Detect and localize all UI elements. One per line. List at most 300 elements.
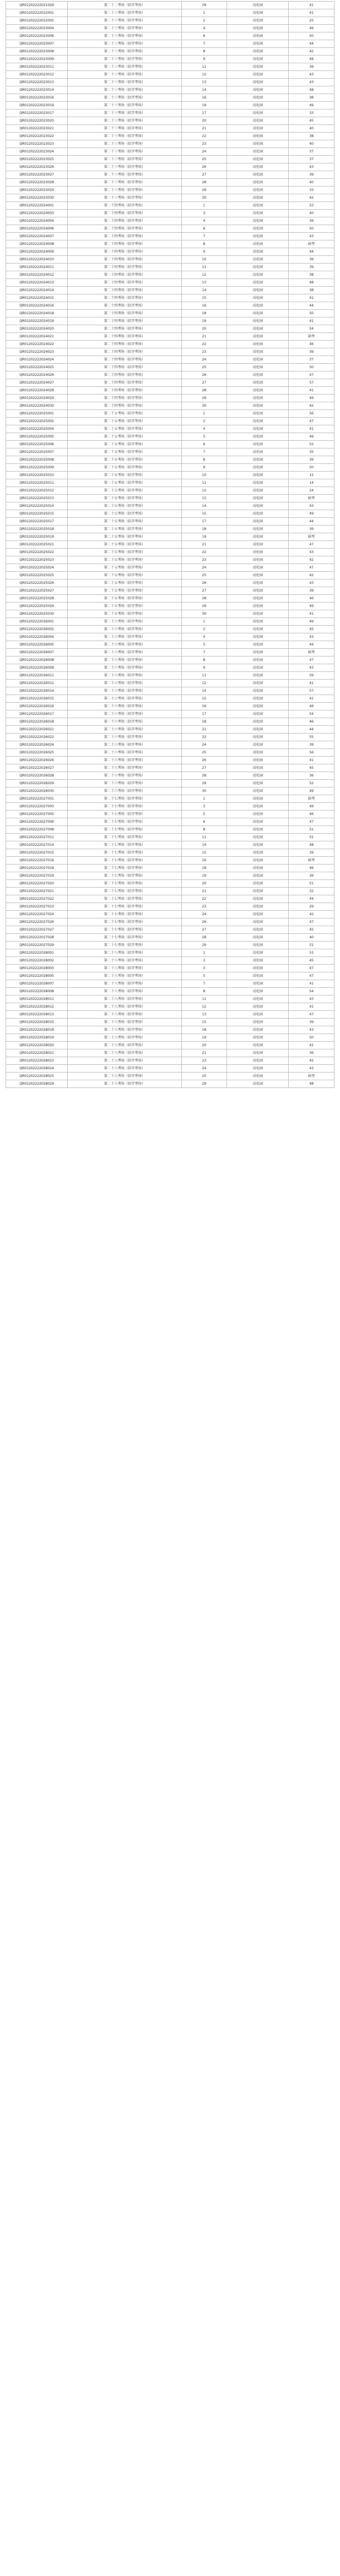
ticket-id-cell: QR01202222023030 xyxy=(6,194,68,202)
ticket-id-cell: QR01202222024008 xyxy=(6,240,68,248)
place-cell: 动化园 xyxy=(227,48,289,56)
table-row xyxy=(6,1057,334,1065)
number-cell: 6 xyxy=(181,441,227,449)
number-cell: 27 xyxy=(181,587,227,595)
seat-cell: 47 xyxy=(289,657,334,664)
unit-cell: 第二十三考场（招字考场） xyxy=(68,56,182,63)
table-row xyxy=(6,1019,334,1026)
unit-cell: 第二十七考场（招字考场） xyxy=(68,857,182,865)
table-row xyxy=(6,210,334,217)
seat-cell: 缺考 xyxy=(289,240,334,248)
ticket-id-cell: QR01202222027024 xyxy=(6,911,68,918)
unit-cell: 第二十五考场（招字考场） xyxy=(68,533,182,541)
table-row xyxy=(6,849,334,857)
table-row xyxy=(6,533,334,541)
number-cell: 7 xyxy=(181,649,227,657)
unit-cell: 第二十七考场（招字考场） xyxy=(68,903,182,911)
seat-cell: 49 xyxy=(289,433,334,441)
table-row xyxy=(6,664,334,672)
unit-cell: 第二十六考场（招字考场） xyxy=(68,757,182,764)
table-row xyxy=(6,117,334,125)
unit-cell: 第二十五考场（招字考场） xyxy=(68,526,182,533)
number-cell: 14 xyxy=(181,502,227,510)
number-cell: 30 xyxy=(181,610,227,618)
table-row xyxy=(6,710,334,718)
number-cell: 29 xyxy=(181,395,227,402)
number-cell: 26 xyxy=(181,757,227,764)
ticket-id-cell: QR01202222025004 xyxy=(6,425,68,433)
number-cell: 5 xyxy=(181,811,227,818)
seat-cell: 40 xyxy=(289,210,334,217)
seat-cell: 41 xyxy=(289,680,334,687)
ticket-id-cell: QR01202222028020 xyxy=(6,1042,68,1049)
unit-cell: 第二十七考场（招字考场） xyxy=(68,795,182,803)
unit-cell: 第二十三考场（招字考场） xyxy=(68,71,182,79)
number-cell: 4 xyxy=(181,633,227,641)
place-cell: 动化园 xyxy=(227,888,289,895)
ticket-id-cell: QR01202222028023 xyxy=(6,1057,68,1065)
table-row xyxy=(6,502,334,510)
unit-cell: 第二十三考场（招字考场） xyxy=(68,194,182,202)
number-cell: 27 xyxy=(181,764,227,772)
unit-cell: 第二十七考场（招字考场） xyxy=(68,895,182,903)
place-cell: 动化园 xyxy=(227,633,289,641)
place-cell: 动化园 xyxy=(227,734,289,741)
seat-cell: 48 xyxy=(289,279,334,287)
unit-cell: 第二十三考场（招字考场） xyxy=(68,110,182,117)
table-row xyxy=(6,865,334,872)
ticket-id-cell: QR01202222027001 xyxy=(6,795,68,803)
table-row xyxy=(6,364,334,371)
table-row xyxy=(6,1011,334,1019)
unit-cell: 第二十八考场（招字考场） xyxy=(68,1026,182,1034)
number-cell: 9 xyxy=(181,56,227,63)
unit-cell: 第二十四考场（招字考场） xyxy=(68,287,182,294)
table-row xyxy=(6,125,334,133)
place-cell: 动化园 xyxy=(227,849,289,857)
number-cell: 16 xyxy=(181,302,227,310)
ticket-id-cell: QR01202222025026 xyxy=(6,579,68,587)
seat-cell: 50 xyxy=(289,464,334,472)
place-cell: 动化园 xyxy=(227,687,289,695)
ticket-id-cell: QR01202222028002 xyxy=(6,957,68,965)
place-cell: 动化园 xyxy=(227,264,289,271)
table-row xyxy=(6,749,334,757)
table-row xyxy=(6,287,334,294)
place-cell: 动化园 xyxy=(227,664,289,672)
unit-cell: 第二十五考场（招字考场） xyxy=(68,572,182,579)
number-cell: 12 xyxy=(181,1003,227,1011)
unit-cell: 第二十四考场（招字考场） xyxy=(68,395,182,402)
seat-cell: 47 xyxy=(289,965,334,972)
number-cell: 19 xyxy=(181,102,227,110)
place-cell: 动化园 xyxy=(227,341,289,348)
ticket-id-cell: QR01202222023019 xyxy=(6,102,68,110)
place-cell: 动化园 xyxy=(227,1011,289,1019)
number-cell: 13 xyxy=(181,79,227,86)
ticket-id-cell: QR01202222023028 xyxy=(6,179,68,187)
unit-cell: 第二十三考场（招字考场） xyxy=(68,163,182,171)
seat-cell: 41 xyxy=(289,610,334,618)
unit-cell: 第二十八考场（招字考场） xyxy=(68,1057,182,1065)
unit-cell: 第二十三考场（招字考场） xyxy=(68,40,182,48)
seat-cell: 36 xyxy=(289,772,334,780)
number-cell: 16 xyxy=(181,857,227,865)
number-cell: 13 xyxy=(181,495,227,502)
unit-cell: 第二十五考场（招字考场） xyxy=(68,579,182,587)
place-cell: 动化园 xyxy=(227,40,289,48)
seat-cell: 45 xyxy=(289,957,334,965)
number-cell: 25 xyxy=(181,364,227,371)
table-row xyxy=(6,156,334,163)
place-cell: 动化园 xyxy=(227,348,289,356)
place-cell: 动化园 xyxy=(227,1057,289,1065)
exam-roster-sheet xyxy=(0,0,340,1090)
seat-cell: 39 xyxy=(289,256,334,264)
unit-cell: 第二十五考场（招字考场） xyxy=(68,495,182,502)
unit-cell: 第二十三考场（招字考场） xyxy=(68,156,182,163)
number-cell: 17 xyxy=(181,518,227,526)
number-cell: 13 xyxy=(181,1011,227,1019)
seat-cell: 50 xyxy=(289,364,334,371)
ticket-id-cell: QR01202222027029 xyxy=(6,942,68,949)
number-cell: 9 xyxy=(181,664,227,672)
table-row xyxy=(6,880,334,888)
unit-cell: 第二十七考场（招字考场） xyxy=(68,926,182,934)
table-row xyxy=(6,803,334,811)
seat-cell: 47 xyxy=(289,564,334,572)
seat-cell: 42 xyxy=(289,194,334,202)
number-cell: 28 xyxy=(181,772,227,780)
place-cell: 动化园 xyxy=(227,333,289,341)
place-cell: 动化园 xyxy=(227,433,289,441)
seat-cell: 46 xyxy=(289,595,334,603)
seat-cell: 42 xyxy=(289,48,334,56)
unit-cell: 第二十四考场（招字考场） xyxy=(68,279,182,287)
unit-cell: 第二十五考场（招字考场） xyxy=(68,549,182,556)
unit-cell: 第二十三考场（招字考场） xyxy=(68,140,182,148)
table-body xyxy=(6,2,334,1088)
ticket-id-cell: QR01202222026015 xyxy=(6,695,68,703)
place-cell: 动化园 xyxy=(227,726,289,734)
table-row xyxy=(6,179,334,187)
unit-cell: 第二十六考场（招字考场） xyxy=(68,749,182,757)
ticket-id-cell: QR01202222024006 xyxy=(6,225,68,233)
number-cell: 19 xyxy=(181,318,227,325)
number-cell: 23 xyxy=(181,903,227,911)
table-row xyxy=(6,834,334,841)
unit-cell: 第二十八考场（招字考场） xyxy=(68,957,182,965)
place-cell: 动化园 xyxy=(227,379,289,387)
unit-cell: 第二十三考场（招字考场） xyxy=(68,102,182,110)
place-cell: 动化园 xyxy=(227,549,289,556)
ticket-id-cell: QR01202222025010 xyxy=(6,472,68,479)
place-cell: 动化园 xyxy=(227,703,289,710)
ticket-id-cell: QR01202222023017 xyxy=(6,110,68,117)
number-cell: 5 xyxy=(181,641,227,649)
place-cell: 动化园 xyxy=(227,318,289,325)
seat-cell: 50 xyxy=(289,1034,334,1042)
place-cell: 动化园 xyxy=(227,841,289,849)
place-cell: 动化园 xyxy=(227,279,289,287)
number-cell: 6 xyxy=(181,818,227,826)
table-row xyxy=(6,703,334,710)
number-cell: 24 xyxy=(181,148,227,156)
number-cell: 10 xyxy=(181,472,227,479)
number-cell: 18 xyxy=(181,526,227,533)
unit-cell: 第二十四考场（招字考场） xyxy=(68,333,182,341)
table-row xyxy=(6,641,334,649)
number-cell: 5 xyxy=(181,433,227,441)
ticket-id-cell: QR01202222023004 xyxy=(6,25,68,32)
unit-cell: 第二十五考场（招字考场） xyxy=(68,564,182,572)
table-row xyxy=(6,202,334,210)
place-cell: 动化园 xyxy=(227,657,289,664)
ticket-id-cell: QR01202222024026 xyxy=(6,371,68,379)
unit-cell: 第二十四考场（招字考场） xyxy=(68,210,182,217)
place-cell: 动化园 xyxy=(227,140,289,148)
ticket-id-cell: QR01202222025015 xyxy=(6,510,68,518)
unit-cell: 第二十七考场（招字考场） xyxy=(68,811,182,818)
table-row xyxy=(6,772,334,780)
ticket-id-cell: QR01202222026030 xyxy=(6,787,68,795)
ticket-id-cell: QR01202222025005 xyxy=(6,433,68,441)
number-cell: 4 xyxy=(181,425,227,433)
table-row xyxy=(6,25,334,32)
place-cell: 动化园 xyxy=(227,1042,289,1049)
seat-cell: 44 xyxy=(289,895,334,903)
ticket-id-cell: QR01202222026016 xyxy=(6,703,68,710)
number-cell: 5 xyxy=(181,972,227,980)
place-cell: 动化园 xyxy=(227,942,289,949)
table-row xyxy=(6,2,334,9)
ticket-id-cell: QR01202222026027 xyxy=(6,764,68,772)
place-cell: 动化园 xyxy=(227,302,289,310)
ticket-id-cell: QR01202222024013 xyxy=(6,279,68,287)
unit-cell: 第二十五考场（招字考场） xyxy=(68,433,182,441)
unit-cell: 第二十三考场（招字考场） xyxy=(68,187,182,194)
ticket-id-cell: QR01202222026018 xyxy=(6,718,68,726)
seat-cell: 46 xyxy=(289,865,334,872)
number-cell: 3 xyxy=(181,965,227,972)
ticket-id-cell: QR01202222025029 xyxy=(6,603,68,610)
unit-cell: 第二十八考场（招字考场） xyxy=(68,949,182,957)
number-cell: 27 xyxy=(181,926,227,934)
table-row xyxy=(6,957,334,965)
unit-cell: 第二十三考场（招字考场） xyxy=(68,63,182,71)
unit-cell: 第二十七考场（招字考场） xyxy=(68,803,182,811)
table-row xyxy=(6,626,334,633)
place-cell: 动化园 xyxy=(227,472,289,479)
table-row xyxy=(6,780,334,787)
place-cell: 动化园 xyxy=(227,564,289,572)
ticket-id-cell: QR01202222024007 xyxy=(6,233,68,240)
number-cell: 8 xyxy=(181,48,227,56)
place-cell: 动化园 xyxy=(227,371,289,379)
seat-cell: 37 xyxy=(289,356,334,364)
number-cell: 17 xyxy=(181,110,227,117)
number-cell: 24 xyxy=(181,911,227,918)
ticket-id-cell: QR01202222028024 xyxy=(6,1065,68,1073)
number-cell: 29 xyxy=(181,2,227,9)
number-cell: 21 xyxy=(181,888,227,895)
seat-cell: 45 xyxy=(289,926,334,934)
place-cell: 动化园 xyxy=(227,1080,289,1088)
number-cell: 2 xyxy=(181,418,227,425)
seat-cell: 14 xyxy=(289,479,334,487)
place-cell: 动化园 xyxy=(227,2,289,9)
number-cell: 24 xyxy=(181,356,227,364)
unit-cell: 第二十四考场（招字考场） xyxy=(68,348,182,356)
seat-cell: 49 xyxy=(289,787,334,795)
number-cell: 12 xyxy=(181,271,227,279)
place-cell: 动化园 xyxy=(227,556,289,564)
number-cell: 21 xyxy=(181,125,227,133)
seat-cell: 41 xyxy=(289,757,334,764)
table-row xyxy=(6,348,334,356)
number-cell: 11 xyxy=(181,479,227,487)
unit-cell: 第二十四考场（招字考场） xyxy=(68,318,182,325)
unit-cell: 第二十五考场（招字考场） xyxy=(68,464,182,472)
seat-cell: 缺考 xyxy=(289,795,334,803)
number-cell: 8 xyxy=(181,240,227,248)
unit-cell: 第二十六考场（招字考场） xyxy=(68,641,182,649)
unit-cell: 第二十八考场（招字考场） xyxy=(68,1073,182,1080)
unit-cell: 第二十四考场（招字考场） xyxy=(68,310,182,318)
place-cell: 动化园 xyxy=(227,63,289,71)
ticket-id-cell: QR01202222023013 xyxy=(6,79,68,86)
number-cell: 1 xyxy=(181,949,227,957)
number-cell: 12 xyxy=(181,680,227,687)
seat-cell: 57 xyxy=(289,687,334,695)
table-row xyxy=(6,518,334,526)
table-row xyxy=(6,811,334,818)
table-row xyxy=(6,718,334,726)
ticket-id-cell: QR01202222023016 xyxy=(6,94,68,102)
unit-cell: 第二十五考场（招字考场） xyxy=(68,449,182,456)
table-row xyxy=(6,579,334,587)
unit-cell: 第二十四考场（招字考场） xyxy=(68,371,182,379)
table-row xyxy=(6,94,334,102)
table-row xyxy=(6,425,334,433)
number-cell: 21 xyxy=(181,541,227,549)
unit-cell: 第二十三考场（招字考场） xyxy=(68,17,182,25)
table-row xyxy=(6,294,334,302)
place-cell: 动化园 xyxy=(227,672,289,680)
seat-cell: 缺考 xyxy=(289,533,334,541)
number-cell: 23 xyxy=(181,556,227,564)
ticket-id-cell: QR01202222027019 xyxy=(6,872,68,880)
seat-cell: 40 xyxy=(289,179,334,187)
seat-cell: 39 xyxy=(289,456,334,464)
unit-cell: 第二十三考场（招字考场） xyxy=(68,9,182,17)
number-cell: 27 xyxy=(181,379,227,387)
seat-cell: 48 xyxy=(289,1080,334,1088)
seat-cell: 46 xyxy=(289,811,334,818)
ticket-id-cell: QR01202222024010 xyxy=(6,256,68,264)
table-row xyxy=(6,441,334,449)
ticket-id-cell: QR01202222027011 xyxy=(6,834,68,841)
ticket-id-cell: QR01202222023008 xyxy=(6,48,68,56)
seat-cell: 40 xyxy=(289,934,334,942)
table-row xyxy=(6,310,334,318)
table-row xyxy=(6,271,334,279)
table-row xyxy=(6,680,334,687)
number-cell: 18 xyxy=(181,865,227,872)
seat-cell: 54 xyxy=(289,988,334,996)
place-cell: 动化园 xyxy=(227,595,289,603)
place-cell: 动化园 xyxy=(227,233,289,240)
number-cell: 21 xyxy=(181,726,227,734)
seat-cell: 45 xyxy=(289,117,334,125)
number-cell: 8 xyxy=(181,657,227,664)
seat-cell: 49 xyxy=(289,803,334,811)
ticket-id-cell: QR01202222024001 xyxy=(6,202,68,210)
ticket-id-cell: QR01202222026014 xyxy=(6,687,68,695)
seat-cell: 51 xyxy=(289,942,334,949)
place-cell: 动化园 xyxy=(227,32,289,40)
ticket-id-cell: QR01202222023023 xyxy=(6,140,68,148)
ticket-id-cell: QR01202222025019 xyxy=(6,533,68,541)
number-cell: 9 xyxy=(181,248,227,256)
place-cell: 动化园 xyxy=(227,518,289,526)
unit-cell: 第二十五考场（招字考场） xyxy=(68,541,182,549)
place-cell: 动化园 xyxy=(227,780,289,787)
place-cell: 动化园 xyxy=(227,980,289,988)
seat-cell: 57 xyxy=(289,379,334,387)
ticket-id-cell: QR01202222028007 xyxy=(6,980,68,988)
unit-cell: 第二十六考场（招字考场） xyxy=(68,726,182,734)
unit-cell: 第二十三考场（招字考场） xyxy=(68,133,182,140)
place-cell: 动化园 xyxy=(227,972,289,980)
place-cell: 动化园 xyxy=(227,294,289,302)
seat-cell: 55 xyxy=(289,734,334,741)
place-cell: 动化园 xyxy=(227,1034,289,1042)
unit-cell: 第二十四考场（招字考场） xyxy=(68,402,182,410)
table-row xyxy=(6,587,334,595)
seat-cell: 43 xyxy=(289,549,334,556)
table-row xyxy=(6,934,334,942)
ticket-id-cell: QR01202222025028 xyxy=(6,595,68,603)
place-cell: 动化园 xyxy=(227,579,289,587)
place-cell: 动化园 xyxy=(227,795,289,803)
number-cell: 30 xyxy=(181,787,227,795)
table-row xyxy=(6,926,334,934)
number-cell: 4 xyxy=(181,217,227,225)
number-cell: 1 xyxy=(181,202,227,210)
table-row xyxy=(6,71,334,79)
place-cell: 动化园 xyxy=(227,1019,289,1026)
place-cell: 动化园 xyxy=(227,194,289,202)
seat-cell: 40 xyxy=(289,140,334,148)
place-cell: 动化园 xyxy=(227,618,289,626)
unit-cell: 第二十五考场（招字考场） xyxy=(68,441,182,449)
table-row xyxy=(6,826,334,834)
number-cell: 24 xyxy=(181,564,227,572)
table-row xyxy=(6,395,334,402)
table-row xyxy=(6,148,334,156)
number-cell: 29 xyxy=(181,603,227,610)
place-cell: 动化园 xyxy=(227,649,289,657)
seat-cell: 41 xyxy=(289,387,334,395)
seat-cell: 46 xyxy=(289,341,334,348)
ticket-id-cell: QR01202222024004 xyxy=(6,217,68,225)
unit-cell: 第二十四考场（招字考场） xyxy=(68,364,182,371)
unit-cell: 第二十六考场（招字考场） xyxy=(68,703,182,710)
place-cell: 动化园 xyxy=(227,895,289,903)
place-cell: 动化园 xyxy=(227,1026,289,1034)
table-row xyxy=(6,726,334,734)
